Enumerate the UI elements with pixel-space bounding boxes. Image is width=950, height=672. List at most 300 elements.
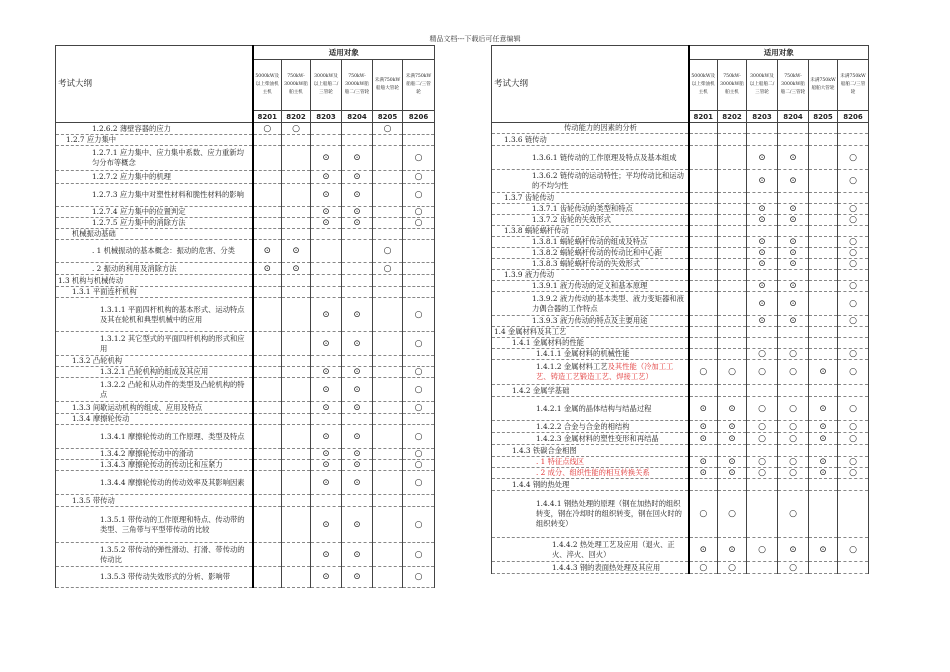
- mark-cell: [689, 215, 718, 226]
- mark-cell: [838, 360, 869, 385]
- dot-circle-mark: ⊙: [789, 248, 797, 258]
- mark-cell: [282, 146, 311, 171]
- column-code: 8201: [689, 111, 718, 123]
- mark-cell: [253, 332, 282, 356]
- mark-cell: [689, 421, 718, 433]
- mark-cell: [373, 449, 403, 460]
- mark-cell: [403, 207, 435, 218]
- mark-cell: [342, 425, 373, 449]
- syllabus-table-right: [491, 45, 869, 574]
- circle-mark: ○: [849, 204, 857, 214]
- mark-cell: [747, 562, 778, 574]
- mark-cell: [838, 134, 869, 146]
- table-row: [492, 270, 869, 281]
- circle-mark: ○: [414, 431, 423, 442]
- mark-cell: [689, 457, 718, 468]
- mark-cell: [253, 449, 282, 460]
- mark-cell: [778, 349, 809, 360]
- table-row: [492, 248, 869, 259]
- dot-circle-mark: ⊙: [353, 338, 361, 349]
- dot-circle-mark: ⊙: [353, 431, 361, 442]
- mark-cell: [342, 356, 373, 367]
- circle-mark: ○: [414, 549, 423, 560]
- mark-cell: [778, 468, 809, 479]
- table-row: [492, 193, 869, 204]
- mark-cell: [778, 538, 809, 562]
- mark-cell: [253, 275, 282, 287]
- circle-mark: ○: [758, 367, 766, 377]
- dot-circle-mark: ⊙: [728, 433, 736, 444]
- mark-cell: [373, 229, 403, 240]
- dot-circle-mark: ⊙: [353, 449, 361, 459]
- mark-cell: [282, 367, 311, 378]
- mark-cell: [253, 184, 282, 207]
- mark-cell: [282, 123, 311, 135]
- outline-label: 考试大纲: [56, 46, 253, 123]
- mark-cell: [809, 397, 838, 421]
- mark-cell: [838, 491, 869, 538]
- mark-cell: [311, 135, 342, 146]
- dot-circle-mark: ⊙: [699, 433, 708, 444]
- mark-cell: [718, 421, 747, 433]
- circle-mark: ○: [789, 457, 797, 467]
- mark-cell: [311, 495, 342, 507]
- dot-circle-mark: ⊙: [819, 367, 827, 377]
- dot-circle-mark: ⊙: [322, 460, 330, 470]
- table-row: [492, 237, 869, 248]
- outline-item: 1.3.4.3 摩擦轮传动的传动比和压紧力: [56, 460, 253, 471]
- table-row: [56, 218, 435, 229]
- column-code: 8205: [373, 111, 403, 123]
- mark-cell: [253, 135, 282, 146]
- mark-cell: [747, 349, 778, 360]
- table-row: [492, 445, 869, 457]
- table-row: [492, 146, 869, 170]
- outline-item: [492, 270, 689, 281]
- dot-circle-mark: ⊙: [789, 215, 797, 225]
- mark-cell: [342, 207, 373, 218]
- dot-circle-mark: ⊙: [322, 477, 330, 488]
- circle-mark: ○: [849, 367, 857, 377]
- mark-cell: [311, 218, 342, 229]
- mark-cell: [253, 263, 282, 275]
- mark-cell: [311, 460, 342, 471]
- column-code: 8205: [809, 111, 838, 123]
- mark-cell: [689, 248, 718, 259]
- dot-circle-mark: ⊙: [758, 316, 766, 326]
- mark-cell: [253, 471, 282, 495]
- circle-mark: ○: [758, 421, 766, 432]
- mark-cell: [838, 248, 869, 259]
- outline-item: 1.3.5 带传动: [56, 495, 253, 507]
- mark-cell: [747, 433, 778, 445]
- mark-cell: [311, 229, 342, 240]
- mark-cell: [718, 226, 747, 237]
- mark-cell: [778, 327, 809, 338]
- dot-circle-mark: ⊙: [728, 421, 736, 432]
- circle-mark: ○: [414, 384, 423, 395]
- mark-cell: [747, 259, 778, 270]
- mark-cell: [689, 146, 718, 170]
- mark-cell: [809, 270, 838, 281]
- dot-circle-mark: ⊙: [322, 572, 330, 582]
- mark-cell: [778, 316, 809, 327]
- dot-circle-mark: ⊙: [353, 549, 361, 560]
- column-description: 750kW-3000kW船舶二/三管轮: [778, 60, 809, 111]
- mark-cell: [718, 270, 747, 281]
- mark-cell: [838, 397, 869, 421]
- mark-cell: [403, 402, 435, 414]
- dot-circle-mark: ⊙: [699, 457, 708, 467]
- circle-mark: ○: [414, 402, 423, 413]
- mark-cell: [282, 543, 311, 567]
- mark-cell: [718, 445, 747, 457]
- outline-item: [492, 562, 689, 574]
- circle-mark: ○: [414, 449, 423, 459]
- mark-cell: [282, 240, 311, 263]
- mark-cell: [373, 414, 403, 425]
- mark-cell: [747, 397, 778, 421]
- dot-circle-mark: ⊙: [728, 457, 736, 467]
- dot-circle-mark: ⊙: [263, 246, 272, 256]
- item-text: 传动能力的因素的分析: [564, 123, 637, 132]
- mark-cell: [778, 226, 809, 237]
- mark-cell: [403, 567, 435, 588]
- mark-cell: [689, 327, 718, 338]
- mark-cell: [689, 193, 718, 204]
- outline-label: 考试大纲: [492, 46, 689, 123]
- table-row: [492, 226, 869, 237]
- mark-cell: [373, 567, 403, 588]
- circle-mark: ○: [414, 309, 423, 320]
- dot-circle-mark: ⊙: [699, 421, 708, 432]
- circle-mark: ○: [849, 457, 857, 467]
- circle-mark: ○: [758, 468, 766, 478]
- mark-cell: [342, 229, 373, 240]
- item-text: 1.4.4.3 钢的表面热处理及其应用: [552, 562, 661, 572]
- mark-cell: [689, 123, 718, 134]
- circle-mark: ○: [383, 263, 392, 274]
- mark-cell: [718, 316, 747, 327]
- mark-cell: [282, 218, 311, 229]
- item-text: 1.3.8 蜗轮蜗杆传动: [504, 226, 569, 235]
- item-text: 1.4.3 铁碳合金相图: [512, 445, 577, 455]
- mark-cell: [282, 287, 311, 298]
- mark-cell: [253, 414, 282, 425]
- dot-circle-mark: ⊙: [322, 309, 330, 320]
- mark-cell: [838, 338, 869, 349]
- mark-cell: [809, 433, 838, 445]
- mark-cell: [342, 495, 373, 507]
- dot-circle-mark: ⊙: [353, 190, 361, 200]
- table-row: [56, 146, 435, 171]
- mark-cell: [718, 360, 747, 385]
- mark-cell: [253, 402, 282, 414]
- mark-cell: [311, 240, 342, 263]
- mark-cell: [253, 171, 282, 184]
- outline-item: 1.2.7 应力集中: [56, 135, 253, 146]
- circle-mark: ○: [414, 190, 423, 200]
- mark-cell: [689, 338, 718, 349]
- dot-circle-mark: ⊙: [699, 544, 708, 555]
- dot-circle-mark: ⊙: [819, 457, 827, 467]
- outline-item: 机械振动基础: [56, 229, 253, 240]
- column-code: 8206: [838, 111, 869, 123]
- mark-cell: [253, 123, 282, 135]
- dot-circle-mark: ⊙: [728, 403, 736, 414]
- mark-cell: [747, 445, 778, 457]
- mark-cell: [838, 193, 869, 204]
- table-row: [56, 471, 435, 495]
- circle-mark: ○: [789, 433, 797, 444]
- circle-mark: ○: [849, 259, 857, 269]
- dot-circle-mark: ⊙: [758, 298, 766, 309]
- mark-cell: [718, 457, 747, 468]
- item-text: 1.4.2.1 金属的晶体结构与结晶过程: [536, 403, 652, 413]
- mark-cell: [282, 184, 311, 207]
- highlighted-text: . 1 特征点线区: [536, 457, 585, 466]
- mark-cell: [403, 263, 435, 275]
- mark-cell: [403, 229, 435, 240]
- circle-mark: ○: [789, 509, 797, 519]
- outline-item: [492, 215, 689, 226]
- mark-cell: [838, 327, 869, 338]
- mark-cell: [282, 449, 311, 460]
- circle-mark: ○: [849, 433, 857, 444]
- item-text: 1.4.4 钢的热处理: [512, 479, 570, 489]
- mark-cell: [778, 292, 809, 316]
- dot-circle-mark: ⊙: [758, 281, 766, 291]
- column-code: 8204: [342, 111, 373, 123]
- mark-cell: [689, 349, 718, 360]
- circle-mark: ○: [849, 237, 857, 247]
- mark-cell: [311, 184, 342, 207]
- mark-cell: [311, 263, 342, 275]
- mark-cell: [689, 468, 718, 479]
- mark-cell: [838, 237, 869, 248]
- outline-item: [492, 338, 689, 349]
- mark-cell: [282, 567, 311, 588]
- outline-item: [492, 204, 689, 215]
- dot-circle-mark: ⊙: [789, 237, 797, 247]
- outline-item: [492, 491, 689, 538]
- mark-cell: [403, 460, 435, 471]
- mark-cell: [747, 123, 778, 134]
- mark-cell: [403, 471, 435, 495]
- table-row: [492, 338, 869, 349]
- circle-mark: ○: [383, 246, 392, 256]
- dot-circle-mark: ⊙: [353, 207, 361, 217]
- mark-cell: [718, 146, 747, 170]
- mark-cell: [373, 184, 403, 207]
- dot-circle-mark: ⊙: [263, 263, 272, 274]
- table-row: [492, 123, 869, 134]
- table-row: [56, 207, 435, 218]
- outline-item: [492, 479, 689, 491]
- mark-cell: [718, 259, 747, 270]
- column-code: 8202: [282, 111, 311, 123]
- dot-circle-mark: ⊙: [322, 153, 330, 163]
- item-text: 1.3.6.1 链传动的工作原理及特点及基本组成: [532, 152, 677, 162]
- circle-mark: ○: [849, 316, 857, 326]
- circle-mark: ○: [414, 172, 423, 182]
- table-row: [492, 385, 869, 397]
- mark-cell: [403, 298, 435, 332]
- circle-mark: ○: [414, 572, 423, 582]
- dot-circle-mark: ⊙: [758, 237, 766, 247]
- dot-circle-mark: ⊙: [322, 338, 330, 349]
- mark-cell: [689, 491, 718, 538]
- outline-item: [492, 538, 689, 562]
- mark-cell: [809, 281, 838, 292]
- mark-cell: [689, 562, 718, 574]
- highlighted-text: 及其性能（冷加工工艺、铸造工艺锻造工艺、焊接工艺）: [536, 362, 674, 381]
- mark-cell: [373, 135, 403, 146]
- mark-cell: [778, 397, 809, 421]
- outline-item: 1.3.4 摩擦轮传动: [56, 414, 253, 425]
- table-row: [56, 229, 435, 240]
- mark-cell: [253, 207, 282, 218]
- mark-cell: [747, 316, 778, 327]
- dot-circle-mark: ⊙: [699, 468, 708, 478]
- table-row: [492, 292, 869, 316]
- mark-cell: [373, 123, 403, 135]
- mark-cell: [747, 170, 778, 193]
- outline-item: [492, 226, 689, 237]
- column-code: 8204: [778, 111, 809, 123]
- item-text: 1.3.9.3 液力传动的特点及主要用途: [532, 316, 648, 325]
- column-description: 未满750kW船舶大管轮: [373, 60, 403, 111]
- mark-cell: [282, 495, 311, 507]
- outline-item: 1.3.5.3 带传动失效形式的分析、影响带: [56, 567, 253, 588]
- dot-circle-mark: ⊙: [353, 477, 361, 488]
- mark-cell: [311, 425, 342, 449]
- mark-cell: [747, 468, 778, 479]
- outline-item: [492, 360, 689, 385]
- circle-mark: ○: [699, 367, 708, 377]
- outline-item: 1.2.6.2 薄壁容器的应力: [56, 123, 253, 135]
- mark-cell: [311, 332, 342, 356]
- mark-cell: [747, 327, 778, 338]
- outline-item: [492, 316, 689, 327]
- mark-cell: [311, 402, 342, 414]
- circle-mark: ○: [758, 544, 766, 555]
- dot-circle-mark: ⊙: [322, 402, 330, 413]
- table-row: [492, 170, 869, 193]
- column-description: 3000kW及以上船舶二/三管轮: [311, 60, 342, 111]
- mark-cell: [282, 229, 311, 240]
- table-row: [56, 495, 435, 507]
- mark-cell: [809, 248, 838, 259]
- mark-cell: [778, 237, 809, 248]
- circle-mark: ○: [849, 215, 857, 225]
- outline-item: 1.3.5.1 带传动的工作原理和特点、传动带的类型、三角带与平型带传动的比较: [56, 507, 253, 543]
- mark-cell: [282, 414, 311, 425]
- dot-circle-mark: ⊙: [699, 403, 708, 414]
- dot-circle-mark: ⊙: [322, 172, 330, 182]
- mark-cell: [838, 316, 869, 327]
- mark-cell: [778, 385, 809, 397]
- table-row: [56, 460, 435, 471]
- dot-circle-mark: ⊙: [353, 519, 361, 530]
- item-text: 1.4.1.2 金属材料工艺: [536, 362, 608, 371]
- mark-cell: [747, 237, 778, 248]
- mark-cell: [809, 468, 838, 479]
- highlighted-text: . 2 成分、组织性能的相互转换关系: [536, 468, 650, 477]
- mark-cell: [373, 218, 403, 229]
- mark-cell: [403, 356, 435, 367]
- mark-cell: [718, 468, 747, 479]
- mark-cell: [403, 123, 435, 135]
- outline-item: 1.3.1.2 其它型式的平面四杆机构的形式和应用: [56, 332, 253, 356]
- mark-cell: [342, 275, 373, 287]
- item-text: 1.3.8.3 蜗轮蜗杆传动的失效形式: [532, 259, 641, 268]
- mark-cell: [778, 270, 809, 281]
- mark-cell: [689, 270, 718, 281]
- dot-circle-mark: ⊙: [819, 421, 827, 432]
- circle-mark: ○: [758, 349, 766, 359]
- mark-cell: [282, 332, 311, 356]
- outline-item: 1.3.4.2 摩擦轮传动中的滑动: [56, 449, 253, 460]
- table-row: [56, 402, 435, 414]
- mark-cell: [838, 445, 869, 457]
- table-row: [56, 356, 435, 367]
- mark-cell: [311, 367, 342, 378]
- mark-cell: [838, 270, 869, 281]
- table-row: [56, 543, 435, 567]
- mark-cell: [838, 226, 869, 237]
- column-code: 8203: [747, 111, 778, 123]
- mark-cell: [282, 471, 311, 495]
- mark-cell: [342, 171, 373, 184]
- mark-cell: [778, 281, 809, 292]
- mark-cell: [778, 360, 809, 385]
- table-row: [492, 562, 869, 574]
- item-text: 1.3.9 液力传动: [504, 270, 555, 279]
- mark-cell: [809, 259, 838, 270]
- mark-cell: [253, 367, 282, 378]
- outline-item: 1.3.3 间歇运动机构的组成、应用及特点: [56, 402, 253, 414]
- mark-cell: [403, 449, 435, 460]
- mark-cell: [282, 171, 311, 184]
- mark-cell: [403, 146, 435, 171]
- outline-item: 1.3.2.1 凸轮机构的组成及其应用: [56, 367, 253, 378]
- outline-item: 1.2.7.4 应力集中的位置判定: [56, 207, 253, 218]
- mark-cell: [809, 146, 838, 170]
- item-text: 1.4.2 金属学基础: [512, 385, 570, 395]
- column-code: 8202: [718, 111, 747, 123]
- mark-cell: [809, 123, 838, 134]
- mark-cell: [718, 327, 747, 338]
- column-description: 未满750kW船舶二/三管轮: [838, 60, 869, 111]
- mark-cell: [838, 479, 869, 491]
- mark-cell: [373, 378, 403, 402]
- outline-item: [492, 170, 689, 193]
- column-description: 5000kW及以上柴油机主机: [689, 60, 718, 111]
- mark-cell: [403, 414, 435, 425]
- mark-cell: [718, 204, 747, 215]
- mark-cell: [311, 287, 342, 298]
- item-text: 1.4.2.2 合金与合金的相结构: [536, 421, 630, 431]
- mark-cell: [373, 298, 403, 332]
- dot-circle-mark: ⊙: [353, 153, 361, 163]
- mark-cell: [689, 134, 718, 146]
- table-row: [492, 259, 869, 270]
- mark-cell: [403, 218, 435, 229]
- table-row: [492, 281, 869, 292]
- mark-cell: [342, 146, 373, 171]
- mark-cell: [809, 479, 838, 491]
